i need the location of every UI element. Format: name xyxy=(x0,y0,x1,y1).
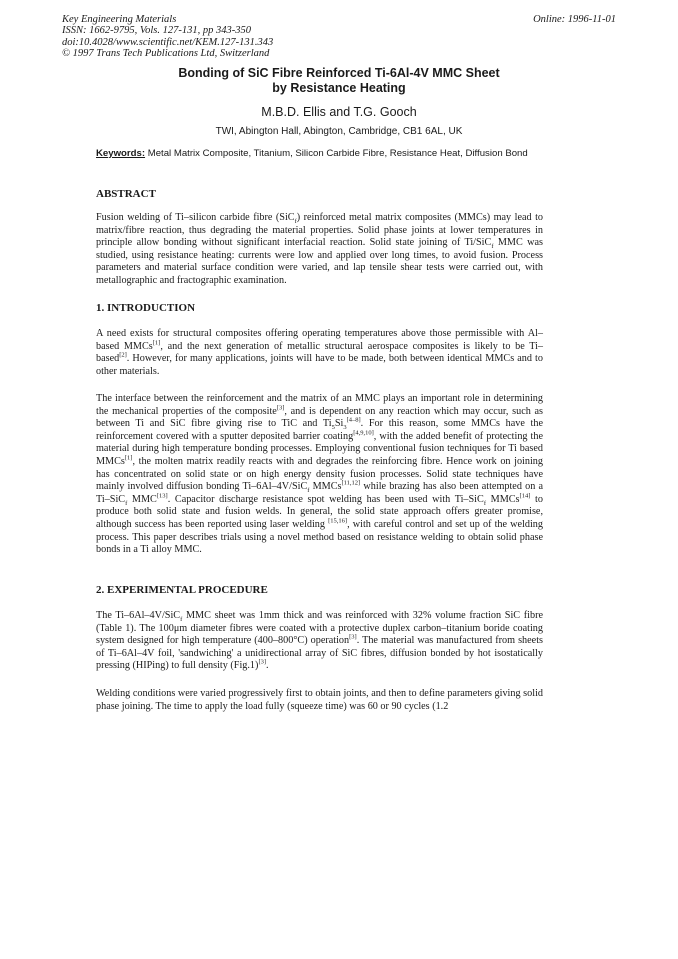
journal-name: Key Engineering Materials xyxy=(62,14,177,25)
experimental-paragraph-1: The Ti–6Al–4V/SiC$_f$ MMC sheet was 1mm thick and was reinforced with 32% volume fraction SiC fibre (Table 1). The 100μm diameter fibres were coated with a protective duplex carbon–titanium boride coating system designed for high temperature (400–800°C) operation[3]. The material was manufactured from sheets of Ti–6Al–4V foil, 'sandwiching' a unidirectional array of SiC fibres, diffusion bonded by hot isostatically pressing (HIPing) to full density (Fig.1)[3]. xyxy=(96,610,543,672)
title-line-1: Bonding of SiC Fibre Reinforced Ti-6Al-4V MMC Sheet xyxy=(178,66,500,80)
keywords-text: Metal Matrix Composite, Titanium, Silicon Carbide Fibre, Resistance Heat, Diffusion Bond xyxy=(147,148,528,159)
keywords xyxy=(96,148,542,161)
experimental-heading: 2. EXPERIMENTAL PROCEDURE xyxy=(96,584,268,596)
title-line-2: by Resistance Heating xyxy=(272,81,406,95)
authors: M.B.D. Ellis and T.G. Gooch xyxy=(261,105,417,119)
intro-heading: 1. INTRODUCTION xyxy=(96,302,196,314)
abstract-heading: ABSTRACT xyxy=(96,188,156,200)
journal-header xyxy=(62,14,382,59)
issn-line: ISSN: 1662-9795, Vols. 127-131, pp 343-350 xyxy=(62,25,251,37)
keywords-label: Keywords: xyxy=(96,148,146,159)
online-date: Online: 1996-11-01 xyxy=(533,14,616,25)
affiliation: TWI, Abington Hall, Abington, Cambridge, CB1 6AL, UK xyxy=(215,126,463,137)
abstract-text: Fusion welding of Ti–silicon carbide fibre (SiC$_f$) reinforced metal matrix composites (MMCs) may lead to matrix/fibre reaction, thus degrading the material properties. Solid phase joints at lower temperatures in principle allow bonding without significant interfacial reaction. Solid state joining of Ti/SiC$_f$ MMC was studied, using resistance heating: currents were low and applied over long times, to avoid fusion. Process parameters and material surface condition were varied, and lap tensile shear tests were carried out, with metallographic and fractographic examination. xyxy=(96,212,543,286)
copyright-line: © 1997 Trans Tech Publications Ltd, Switzerland xyxy=(62,47,270,59)
intro-paragraph-2: The interface between the reinforcement and the matrix of an MMC plays an important role in determining the mechanical properties of the composite[3], and is dependent on any reaction which may occur, such as between Ti and SiC fibre giving rise to TiC and $Ti_5Si_3[4-8]$. For this reason, some MMCs have the reinforcement covered with a sputter deposited barrier coating[4,9,10], with the added benefit of protecting the material during high temperature bonding processes. Employing conventional fusion techniques for Ti based MMCs[1], the molten matrix readily reacts with and degrades the reinforcing fibre. Hence work on joining has concentrated on solid state or on high energy density fusion processes. Solid state techniques have mainly involved diffusion bonding Ti–6Al–4V/SiC$_f$ MMCs[11,12] while brazing has also been attempted on a Ti–SiC$_f$ MMC[13]. Capacitor discharge resistance spot welding has been used with Ti–SiC$_f$ MMCs[14] to produce both solid state and fusion welds. In general, the solid state approach offers greater promise, although success has been reported using laser welding [15,16], with careful control and set up of the welding process. This paper describes trials using a novel method based on resistance welding to obtain solid phase bonds in a Ti alloy MMC. xyxy=(96,393,544,556)
experimental-paragraph-2: Welding conditions were varied progressively first to obtain joints, and then to define parameters giving solid phase joining. The time to apply the load fully (squeeze time) was 60 or 90 cycles (1.2 xyxy=(96,688,543,712)
doi-line[interactable]: doi:10.4028/www.scientific.net/KEM.127-131.343 xyxy=(62,36,274,48)
paper-title xyxy=(60,66,618,96)
intro-paragraph-1: A need exists for structural composites offering operating temperatures above those permissible with Al–based MMCs[1], and the next generation of metallic structural aerospace composites is likely to be Ti–based[2]. However, for many applications, joints will have to be made, both between identical MMCs and to other materials. xyxy=(96,328,544,377)
